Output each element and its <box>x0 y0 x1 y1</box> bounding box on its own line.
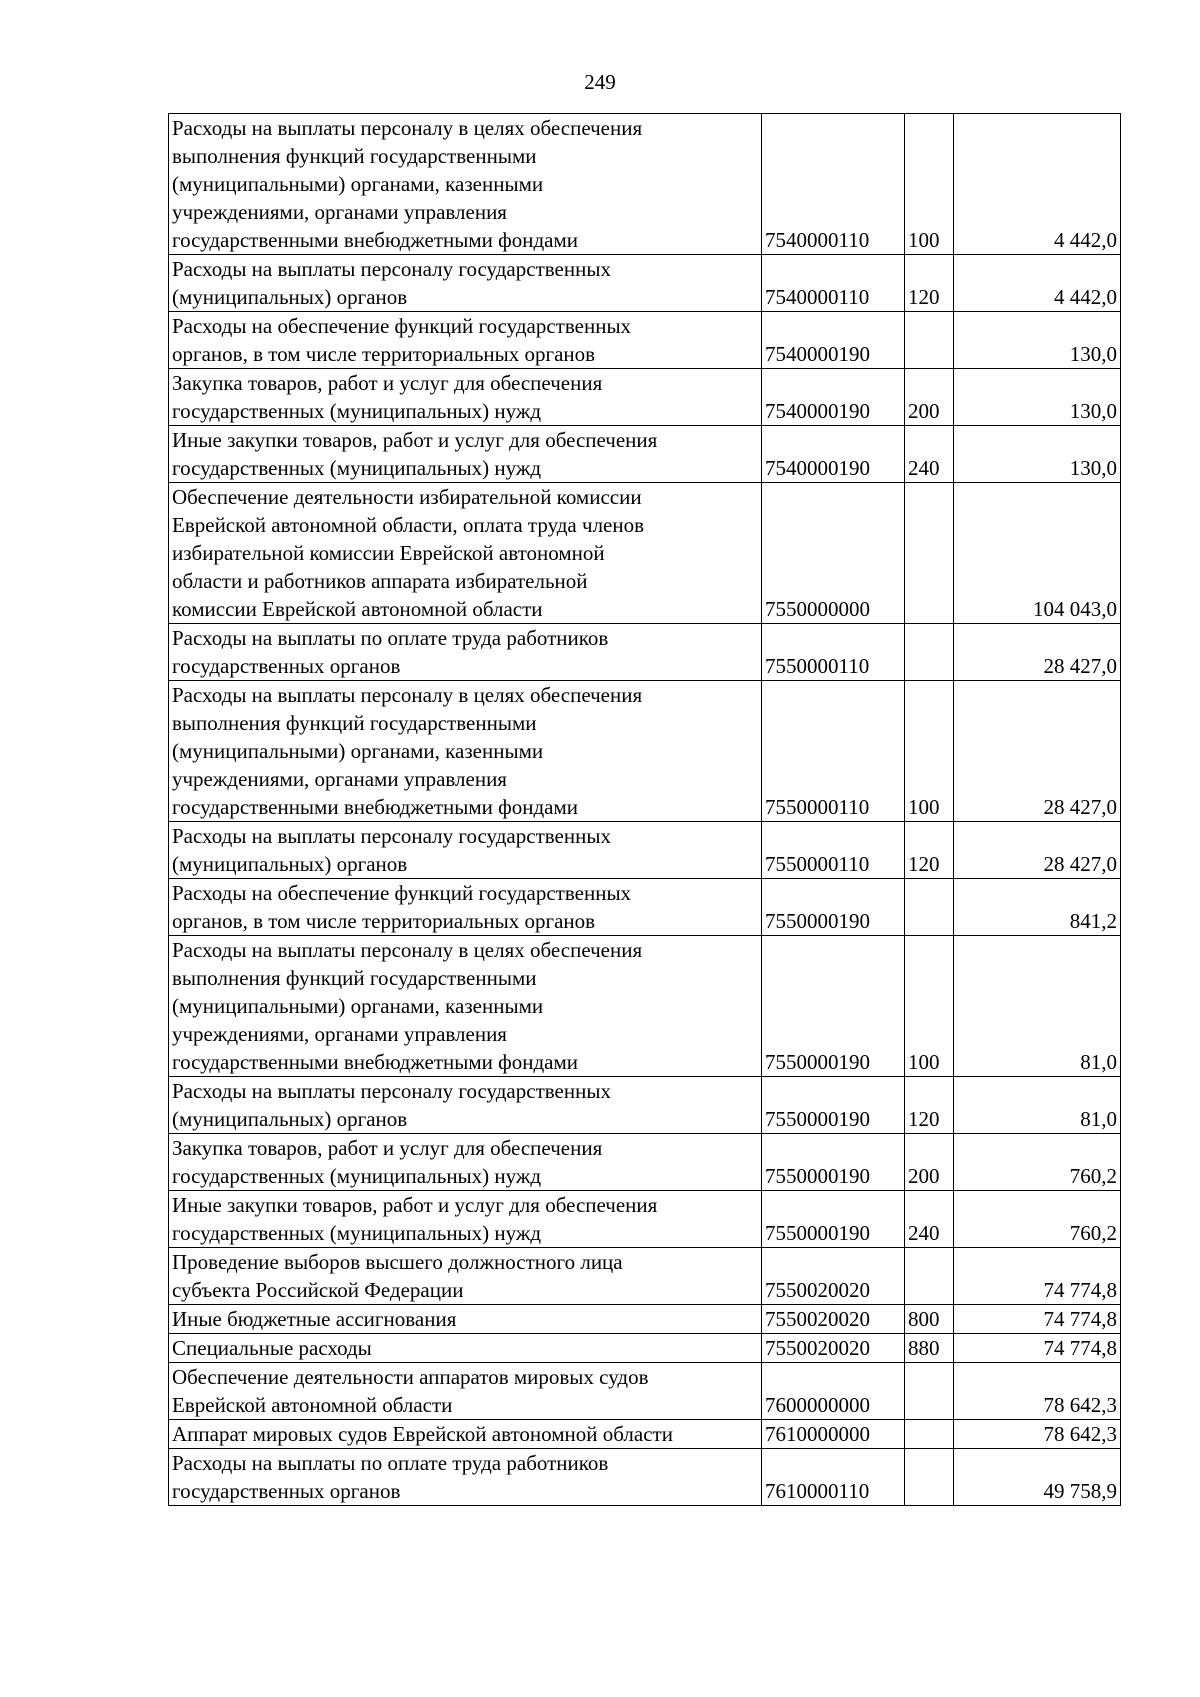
table-row <box>169 426 1121 483</box>
expense-type-cell <box>905 1363 954 1420</box>
amount-cell: 78 642,3 <box>954 1363 1121 1420</box>
table-row <box>169 624 1121 681</box>
expense-type-cell <box>905 312 954 369</box>
target-code-cell: 7540000110 <box>762 255 905 312</box>
expense-type-cell <box>905 483 954 624</box>
expense-name-cell: Расходы на выплаты персоналу государственных (муниципальных) органов <box>169 1077 762 1134</box>
expense-name-cell: Иные закупки товаров, работ и услуг для обеспечения государственных (муниципальных) нужд <box>169 426 762 483</box>
expense-name-cell: Расходы на выплаты по оплате труда работников государственных органов <box>169 1449 762 1506</box>
expense-type-cell <box>905 624 954 681</box>
table-row <box>169 483 1121 624</box>
table-row <box>169 936 1121 1077</box>
expense-name-cell: Расходы на выплаты персоналу в целях обеспечения выполнения функций государственными (муниципальными) органами, казенными учреждениями, органами управления государственными внебюджетными фондами <box>169 681 762 822</box>
amount-cell: 28 427,0 <box>954 822 1121 879</box>
amount-cell: 81,0 <box>954 936 1121 1077</box>
target-code-cell: 7540000190 <box>762 426 905 483</box>
expense-name-cell: Аппарат мировых судов Еврейской автономной области <box>169 1420 762 1449</box>
amount-cell: 4 442,0 <box>954 114 1121 255</box>
expense-type-cell: 200 <box>905 1134 954 1191</box>
table-row <box>169 369 1121 426</box>
target-code-cell: 7550020020 <box>762 1305 905 1334</box>
target-code-cell: 7550020020 <box>762 1334 905 1363</box>
expense-type-cell <box>905 879 954 936</box>
table-row <box>169 114 1121 255</box>
expense-type-cell: 240 <box>905 1191 954 1248</box>
target-code-cell: 7600000000 <box>762 1363 905 1420</box>
table-row <box>169 879 1121 936</box>
expense-name-cell: Обеспечение деятельности избирательной комиссии Еврейской автономной области, оплата труда членов избирательной комиссии Еврейской автономной области и работников аппарата избирательной комиссии Еврейской автономной области <box>169 483 762 624</box>
table-row <box>169 312 1121 369</box>
budget-table-body <box>169 114 1121 1506</box>
amount-cell: 74 774,8 <box>954 1248 1121 1305</box>
target-code-cell: 7550000110 <box>762 624 905 681</box>
amount-cell: 104 043,0 <box>954 483 1121 624</box>
target-code-cell: 7540000110 <box>762 114 905 255</box>
amount-cell: 49 758,9 <box>954 1449 1121 1506</box>
expense-name-cell: Расходы на выплаты персоналу государственных (муниципальных) органов <box>169 822 762 879</box>
table-row <box>169 1449 1121 1506</box>
target-code-cell: 7550000110 <box>762 822 905 879</box>
target-code-cell: 7550020020 <box>762 1248 905 1305</box>
page-number: 249 <box>584 70 616 94</box>
target-code-cell: 7610000000 <box>762 1420 905 1449</box>
amount-cell: 74 774,8 <box>954 1305 1121 1334</box>
table-row <box>169 1363 1121 1420</box>
expense-type-cell: 120 <box>905 255 954 312</box>
budget-table <box>168 113 1121 1506</box>
table-row <box>169 681 1121 822</box>
target-code-cell: 7540000190 <box>762 369 905 426</box>
amount-cell: 78 642,3 <box>954 1420 1121 1449</box>
target-code-cell: 7610000110 <box>762 1449 905 1506</box>
table-row <box>169 1248 1121 1305</box>
expense-name-cell: Расходы на выплаты персоналу в целях обеспечения выполнения функций государственными (муниципальными) органами, казенными учреждениями, органами управления государственными внебюджетными фондами <box>169 114 762 255</box>
expense-name-cell: Закупка товаров, работ и услуг для обеспечения государственных (муниципальных) нужд <box>169 1134 762 1191</box>
amount-cell: 28 427,0 <box>954 624 1121 681</box>
table-row <box>169 1305 1121 1334</box>
expense-type-cell: 240 <box>905 426 954 483</box>
amount-cell: 81,0 <box>954 1077 1121 1134</box>
amount-cell: 130,0 <box>954 369 1121 426</box>
expense-name-cell: Расходы на обеспечение функций государственных органов, в том числе территориальных органов <box>169 879 762 936</box>
table-row <box>169 1420 1121 1449</box>
expense-name-cell: Иные закупки товаров, работ и услуг для обеспечения государственных (муниципальных) нужд <box>169 1191 762 1248</box>
amount-cell: 760,2 <box>954 1134 1121 1191</box>
table-row <box>169 255 1121 312</box>
target-code-cell: 7550000190 <box>762 936 905 1077</box>
expense-type-cell <box>905 1420 954 1449</box>
expense-type-cell: 100 <box>905 114 954 255</box>
table-row <box>169 1191 1121 1248</box>
expense-name-cell: Расходы на выплаты персоналу государственных (муниципальных) органов <box>169 255 762 312</box>
amount-cell: 74 774,8 <box>954 1334 1121 1363</box>
target-code-cell: 7550000110 <box>762 681 905 822</box>
expense-type-cell: 120 <box>905 822 954 879</box>
target-code-cell: 7550000190 <box>762 879 905 936</box>
amount-cell: 760,2 <box>954 1191 1121 1248</box>
expense-name-cell: Расходы на выплаты по оплате труда работников государственных органов <box>169 624 762 681</box>
target-code-cell: 7550000190 <box>762 1077 905 1134</box>
expense-name-cell: Иные бюджетные ассигнования <box>169 1305 762 1334</box>
amount-cell: 130,0 <box>954 426 1121 483</box>
expense-type-cell: 880 <box>905 1334 954 1363</box>
amount-cell: 130,0 <box>954 312 1121 369</box>
expense-name-cell: Закупка товаров, работ и услуг для обеспечения государственных (муниципальных) нужд <box>169 369 762 426</box>
expense-name-cell: Обеспечение деятельности аппаратов мировых судов Еврейской автономной области <box>169 1363 762 1420</box>
expense-type-cell: 100 <box>905 681 954 822</box>
expense-type-cell: 120 <box>905 1077 954 1134</box>
expense-type-cell: 800 <box>905 1305 954 1334</box>
target-code-cell: 7540000190 <box>762 312 905 369</box>
target-code-cell: 7550000190 <box>762 1191 905 1248</box>
expense-type-cell <box>905 1449 954 1506</box>
expense-name-cell: Расходы на обеспечение функций государственных органов, в том числе территориальных органов <box>169 312 762 369</box>
expense-name-cell: Специальные расходы <box>169 1334 762 1363</box>
expense-type-cell: 200 <box>905 369 954 426</box>
amount-cell: 4 442,0 <box>954 255 1121 312</box>
target-code-cell: 7550000000 <box>762 483 905 624</box>
table-row <box>169 1134 1121 1191</box>
expense-type-cell <box>905 1248 954 1305</box>
table-row <box>169 822 1121 879</box>
amount-cell: 841,2 <box>954 879 1121 936</box>
amount-cell: 28 427,0 <box>954 681 1121 822</box>
table-row <box>169 1077 1121 1134</box>
expense-name-cell: Расходы на выплаты персоналу в целях обеспечения выполнения функций государственными (муниципальными) органами, казенными учреждениями, органами управления государственными внебюджетными фондами <box>169 936 762 1077</box>
table-row <box>169 1334 1121 1363</box>
target-code-cell: 7550000190 <box>762 1134 905 1191</box>
expense-type-cell: 100 <box>905 936 954 1077</box>
expense-name-cell: Проведение выборов высшего должностного лица субъекта Российской Федерации <box>169 1248 762 1305</box>
